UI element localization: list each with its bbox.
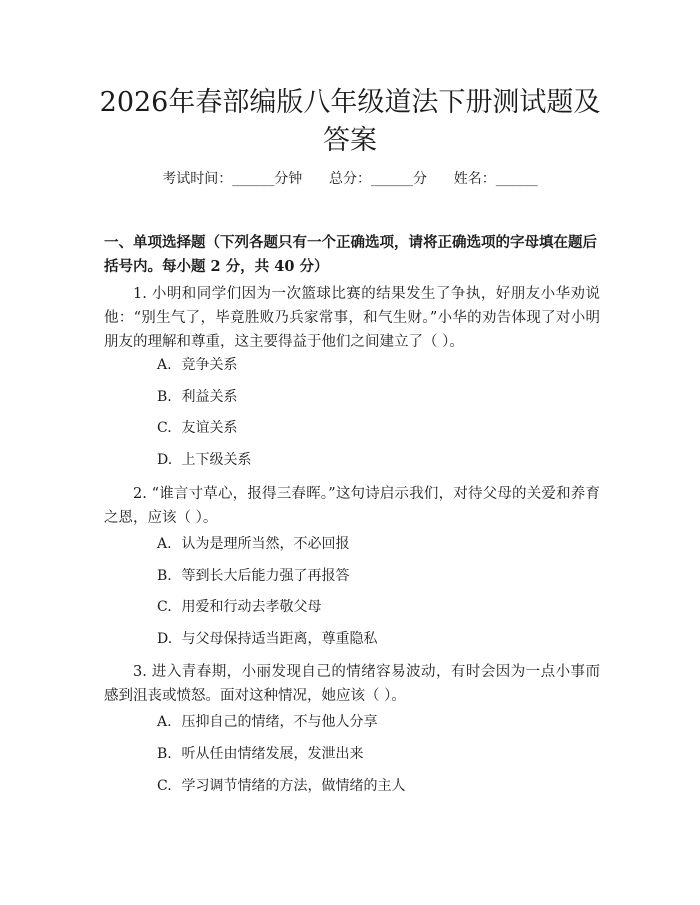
question-stem-3: 3. 进入青春期，小丽发现自己的情绪容易波动，有时会因为一点小事而感到沮丧或愤怒。面对这种情况，她应该（ ）。 xyxy=(104,664,600,704)
option-2a xyxy=(157,534,597,554)
option-letter: C. xyxy=(157,778,172,794)
document-title: 2026年春部编版八年级道法下册测试题及答案 xyxy=(99,87,601,156)
option-letter: A. xyxy=(157,357,172,373)
option-letter: D. xyxy=(157,452,173,468)
option-3b xyxy=(157,744,597,764)
option-letter: A. xyxy=(157,536,172,552)
option-2c xyxy=(157,597,597,617)
option-letter: B. xyxy=(157,746,172,762)
option-letter: B. xyxy=(157,389,172,405)
option-1b xyxy=(157,387,597,407)
exam-info-line: 考试时间：______分钟 总分：______分 姓名：______ xyxy=(162,171,538,187)
question-stem-1: 1. 小明和同学们因为一次篮球比赛的结果发生了争执，好朋友小华劝说他：“别生气了，毕竟胜败乃兵家常事，和气生财。”小华的劝告体现了对小明朋友的理解和尊重，这主要得益于他们之间建立了（ ）。 xyxy=(104,286,600,350)
option-text: 认为是理所当然，不必回报 xyxy=(181,536,350,552)
option-1a xyxy=(157,355,597,375)
option-text: 友谊关系 xyxy=(181,420,238,436)
option-text: 竞争关系 xyxy=(181,357,238,373)
option-1d xyxy=(157,450,597,470)
option-1c xyxy=(157,418,597,438)
option-text: 与父母保持适当距离，尊重隐私 xyxy=(181,631,378,647)
option-letter: C. xyxy=(157,599,172,615)
section-heading: 一、单项选择题（下列各题只有一个正确选项，请将正确选项的字母填在题后括号内。每小题 2 分，共 40 分） xyxy=(104,234,597,275)
option-text: 压抑自己的情绪，不与他人分享 xyxy=(181,714,378,730)
option-3a xyxy=(157,712,597,732)
option-letter: C. xyxy=(157,420,172,436)
option-text: 听从任由情绪发展，发泄出来 xyxy=(181,746,364,762)
option-letter: D. xyxy=(157,631,173,647)
option-text: 上下级关系 xyxy=(181,452,252,468)
option-2b xyxy=(157,566,597,586)
option-letter: A. xyxy=(157,714,172,730)
option-2d xyxy=(157,629,597,649)
option-letter: B. xyxy=(157,568,172,584)
option-text: 等到长大后能力强了再报答 xyxy=(181,568,350,584)
question-stem-2: 2. “谁言寸草心，报得三春晖。”这句诗启示我们，对待父母的关爱和养育之恩，应该（ ）。 xyxy=(104,486,600,526)
option-text: 用爱和行动去孝敬父母 xyxy=(181,599,322,615)
option-3c xyxy=(157,776,597,796)
option-text: 利益关系 xyxy=(181,389,238,405)
option-text: 学习调节情绪的方法，做情绪的主人 xyxy=(181,778,406,794)
